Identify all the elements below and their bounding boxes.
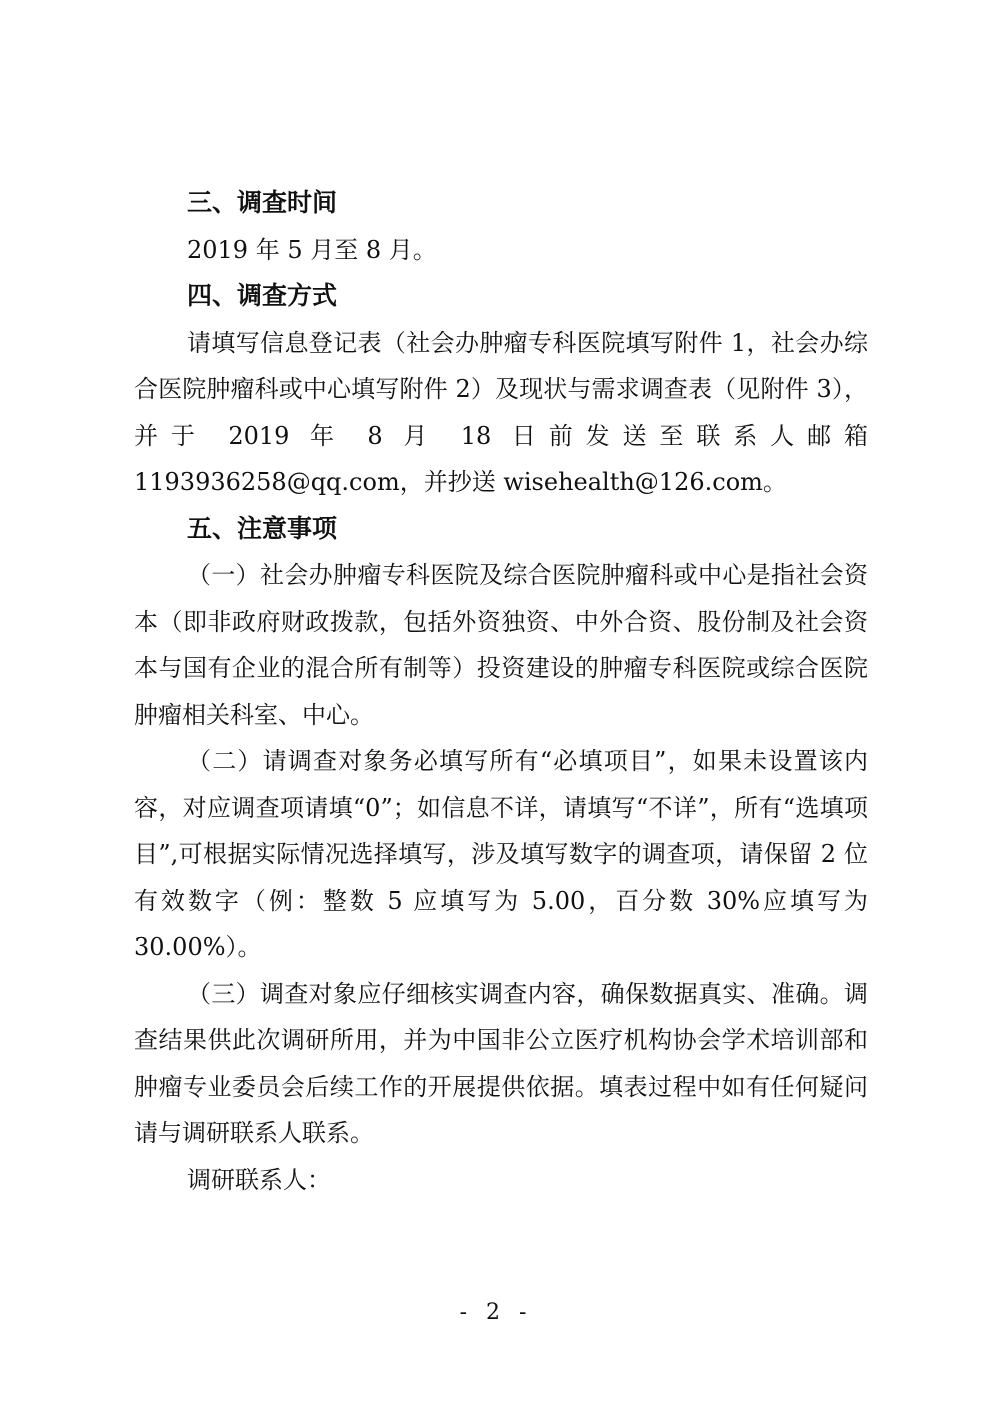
paragraph-note-1: （一）社会办肿瘤专科医院及综合医院肿瘤科或中心是指社会资本（即非政府财政拨款，包括外资独资、中外合资、股份制及社会资本与国有企业的混合所有制等）投资建设的肿瘤专科医院或综合医院肿瘤相关科室、中心。	[134, 561, 868, 729]
section-heading-notes: 五、注意事项	[187, 513, 338, 543]
paragraph-survey-method: 请填写信息登记表（社会办肿瘤专科医院填写附件 1，社会办综合医院肿瘤科或中心填写附件 2）及现状与需求调查表（见附件 3），并于 2019 年 8 月 18 日前发送至联系人邮箱 1193936258@qq.com，并抄送 wisehealth@126.com。	[134, 328, 868, 496]
section-heading-survey-method: 四、调查方式	[187, 281, 338, 310]
page-number: - 2 -	[459, 1300, 533, 1325]
paragraph-survey-time: 2019 年 5 月至 8 月。	[187, 235, 437, 264]
paragraph-contact-label: 调研联系人：	[187, 1165, 331, 1194]
paragraph-note-2: （二）请调查对象务必填写所有“必填项目”，如果未设置该内容，对应调查项请填“0”；如信息不详，请填写“不详”，所有“选填项目”,可根据实际情况选择填写，涉及填写数字的调查项，请保留 2 位有效数字（例：整数 5 应填写为 5.00，百分数 30%应填写为 30.00%）。	[134, 747, 868, 961]
document-body	[134, 180, 868, 1203]
section-heading-survey-time: 三、调查时间	[187, 188, 338, 217]
paragraph-note-3: （三）调查对象应仔细核实调查内容，确保数据真实、准确。调查结果供此次调研所用，并为中国非公立医疗机构协会学术培训部和肿瘤专业委员会后续工作的开展提供依据。填表过程中如有任何疑问请与调研联系人联系。	[134, 979, 868, 1147]
